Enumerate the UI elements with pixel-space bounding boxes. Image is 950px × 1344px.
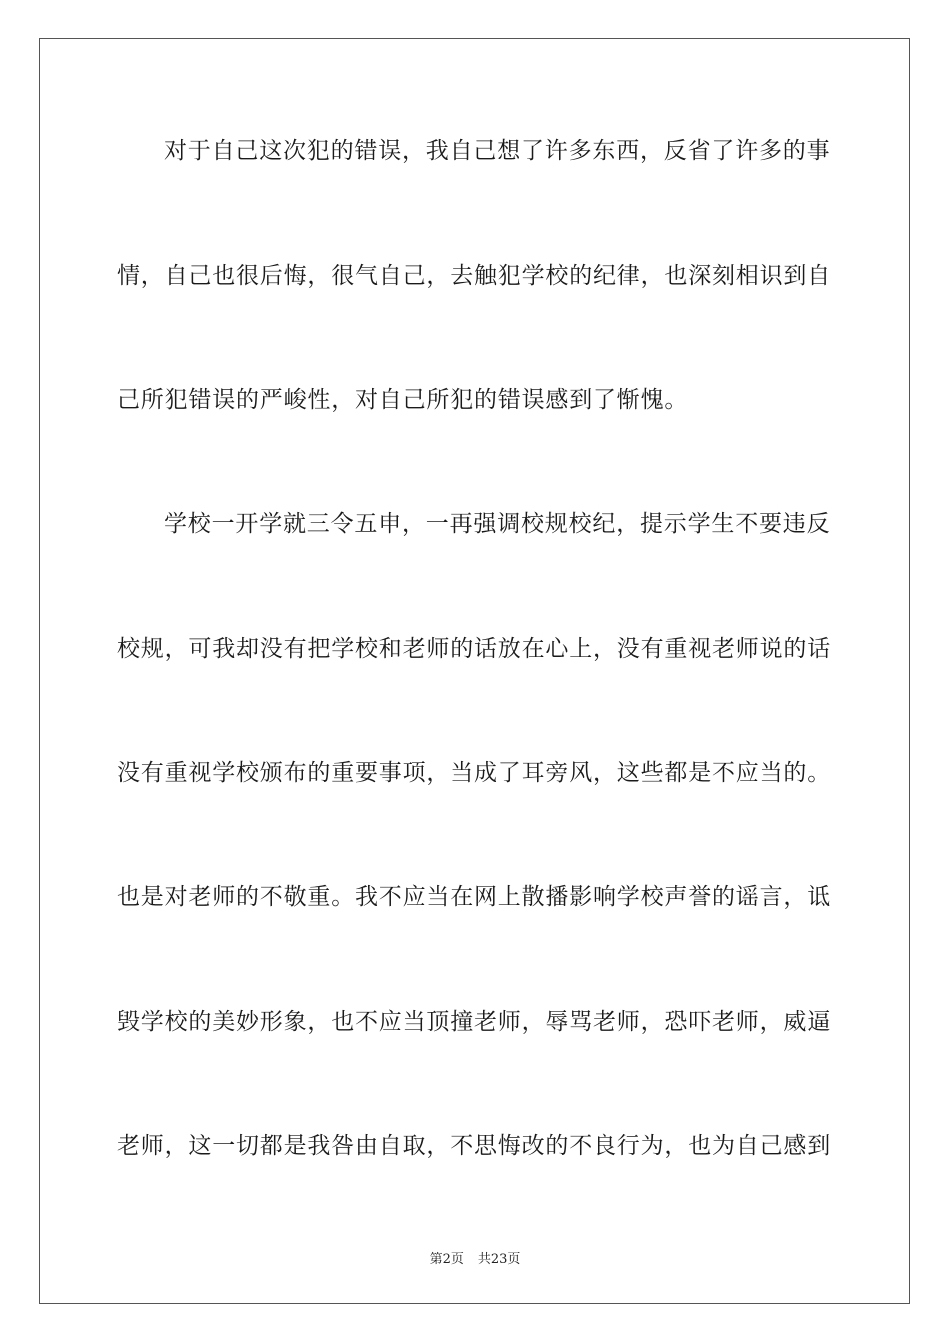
paragraph-1-line-3: 己所犯错误的严峻性，对自己所犯的错误感到了惭愧。 bbox=[117, 387, 689, 413]
paragraph-2-line-4: 也是对老师的不敬重。我不应当在网上散播影响学校声誉的谣言，诋 bbox=[117, 884, 831, 910]
page-footer bbox=[0, 1248, 950, 1267]
page-border bbox=[39, 38, 910, 1304]
paragraph-2-line-3: 没有重视学校颁布的重要事项，当成了耳旁风，这些都是不应当的。 bbox=[117, 760, 831, 786]
page-number-current: 第2页 bbox=[429, 1252, 464, 1267]
paragraph-1-line-1: 对于自己这次犯的错误，我自己想了许多东西，反省了许多的事 bbox=[164, 138, 831, 164]
paragraph-2-line-1: 学校一开学就三令五申，一再强调校规校纪，提示学生不要违反 bbox=[164, 511, 831, 537]
page-number-total: 共23页 bbox=[477, 1252, 521, 1267]
paragraph-2-line-5: 毁学校的美妙形象，也不应当顶撞老师，辱骂老师，恐吓老师，威逼 bbox=[117, 1009, 831, 1035]
paragraph-2-line-6: 老师，这一切都是我咎由自取，不思悔改的不良行为，也为自己感到 bbox=[117, 1133, 831, 1159]
paragraph-2-line-2: 校规，可我却没有把学校和老师的话放在心上，没有重视老师说的话 bbox=[117, 636, 831, 662]
paragraph-1-line-2: 情，自己也很后悔，很气自己，去触犯学校的纪律，也深刻相识到自 bbox=[117, 263, 831, 289]
